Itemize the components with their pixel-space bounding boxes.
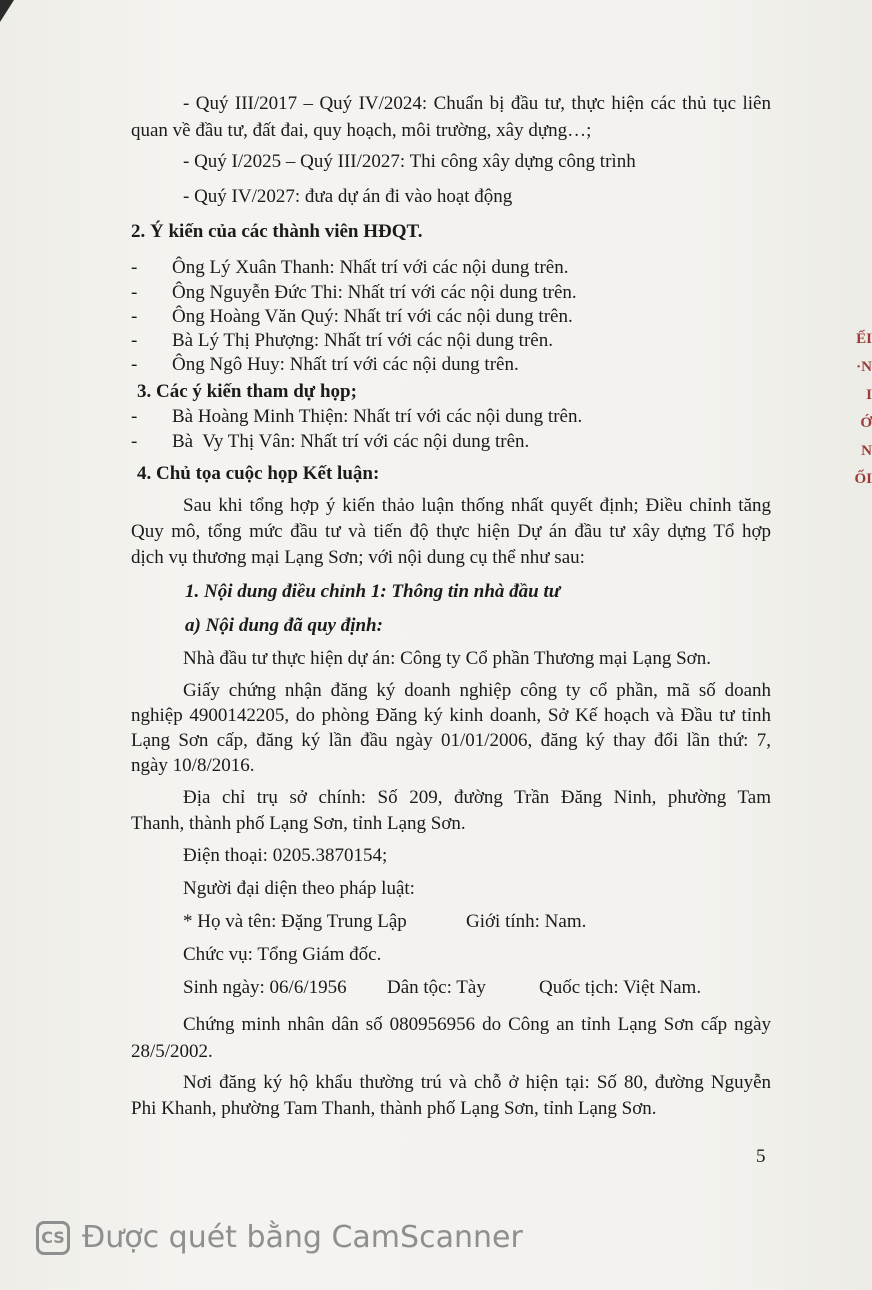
section-2-heading: 2. Ý kiến của các thành viên HĐQT. <box>131 221 423 242</box>
board-opinion-item: Ông Hoàng Văn Quý: Nhất trí với các nội dung trên. <box>172 306 573 327</box>
investor-line: Nhà đầu tư thực hiện dự án: Công ty Cổ phần Thương mại Lạng Sơn. <box>183 648 711 669</box>
red-seal-fragment: ẾI ·N I Ớ N ỐI <box>854 331 872 487</box>
bullet-dash: - <box>131 282 138 303</box>
timeline-item-1-line-1: - Quý III/2017 – Quý IV/2024: Chuẩn bị đầu tư, thực hiện các thủ tục liên <box>183 93 771 114</box>
watermark-text: Được quét bằng CamScanner <box>82 1220 523 1255</box>
residence-line-1: Nơi đăng ký hộ khẩu thường trú và chỗ ở hiện tại: Số 80, đường Nguyễn <box>183 1072 771 1093</box>
certificate-line-3: Lạng Sơn cấp, đăng ký lần đầu ngày 01/01/2006, đăng ký thay đổi lần thứ: 7, <box>131 730 771 751</box>
page-number: 5 <box>756 1146 766 1167</box>
adjustment-1a-heading: a) Nội dung đã quy định: <box>185 615 383 636</box>
camscanner-watermark <box>36 1220 523 1255</box>
address-line-1: Địa chỉ trụ sở chính: Số 209, đường Trần Đăng Ninh, phường Tam <box>183 787 771 808</box>
conclusion-intro-line-2: Quy mô, tổng mức đầu tư và tiến độ thực hiện Dự án đầu tư xây dựng Tổ hợp <box>131 521 771 542</box>
conclusion-intro-line-1: Sau khi tổng hợp ý kiến thảo luận thống nhất quyết định; Điều chỉnh tăng <box>183 495 771 516</box>
certificate-line-1: Giấy chứng nhận đăng ký doanh nghiệp công ty cổ phần, mã số doanh <box>183 680 771 701</box>
representative-nationality: Quốc tịch: Việt Nam. <box>539 977 702 998</box>
representative-name: * Họ và tên: Đặng Trung Lập <box>183 911 407 932</box>
camscanner-logo-icon: CS <box>36 1221 70 1255</box>
board-opinion-item: Ông Nguyễn Đức Thi: Nhất trí với các nội dung trên. <box>172 282 577 303</box>
address-line-2: Thanh, thành phố Lạng Sơn, tỉnh Lạng Sơn. <box>131 813 466 834</box>
bullet-dash: - <box>131 431 138 452</box>
residence-line-2: Phi Khanh, phường Tam Thanh, thành phố Lạng Sơn, tỉnh Lạng Sơn. <box>131 1098 657 1119</box>
timeline-item-1-line-2: quan về đầu tư, đất đai, quy hoạch, môi trường, xây dựng…; <box>131 120 592 141</box>
id-card-line-2: 28/5/2002. <box>131 1041 213 1062</box>
adjustment-1-heading: 1. Nội dung điều chỉnh 1: Thông tin nhà đầu tư <box>185 581 561 602</box>
representative-position: Chức vụ: Tổng Giám đốc. <box>183 944 382 965</box>
attendee-opinion-item: Bà Vy Thị Vân: Nhất trí với các nội dung trên. <box>172 431 530 452</box>
section-4-heading: 4. Chủ tọa cuộc họp Kết luận: <box>137 463 380 484</box>
phone-line: Điện thoại: 0205.3870154; <box>183 845 388 866</box>
bullet-dash: - <box>131 330 138 351</box>
legal-representative-label: Người đại diện theo pháp luật: <box>183 878 415 899</box>
bullet-dash: - <box>131 354 138 375</box>
bullet-dash: - <box>131 406 138 427</box>
representative-ethnicity: Dân tộc: Tày <box>387 977 486 998</box>
representative-dob: Sinh ngày: 06/6/1956 <box>183 977 347 998</box>
board-opinion-item: Ông Lý Xuân Thanh: Nhất trí với các nội dung trên. <box>172 257 569 278</box>
bullet-dash: - <box>131 306 138 327</box>
representative-gender: Giới tính: Nam. <box>466 911 587 932</box>
timeline-item-2: - Quý I/2025 – Quý III/2027: Thi công xây dựng công trình <box>183 151 636 172</box>
board-opinion-item: Ông Ngô Huy: Nhất trí với các nội dung trên. <box>172 354 519 375</box>
certificate-line-2: nghiệp 4900142205, do phòng Đăng ký kinh doanh, Sở Kế hoạch và Đầu tư tỉnh <box>131 705 771 726</box>
id-card-line-1: Chứng minh nhân dân số 080956956 do Công an tỉnh Lạng Sơn cấp ngày <box>183 1014 771 1035</box>
section-3-heading: 3. Các ý kiến tham dự họp; <box>137 381 357 402</box>
board-opinion-item: Bà Lý Thị Phượng: Nhất trí với các nội dung trên. <box>172 330 553 351</box>
certificate-line-4: ngày 10/8/2016. <box>131 755 255 776</box>
attendee-opinion-item: Bà Hoàng Minh Thiện: Nhất trí với các nội dung trên. <box>172 406 583 427</box>
bullet-dash: - <box>131 257 138 278</box>
timeline-item-3: - Quý IV/2027: đưa dự án đi vào hoạt động <box>183 186 513 207</box>
conclusion-intro-line-3: dịch vụ thương mại Lạng Sơn; với nội dung cụ thể như sau: <box>131 547 585 568</box>
scan-corner-mark <box>0 0 14 22</box>
